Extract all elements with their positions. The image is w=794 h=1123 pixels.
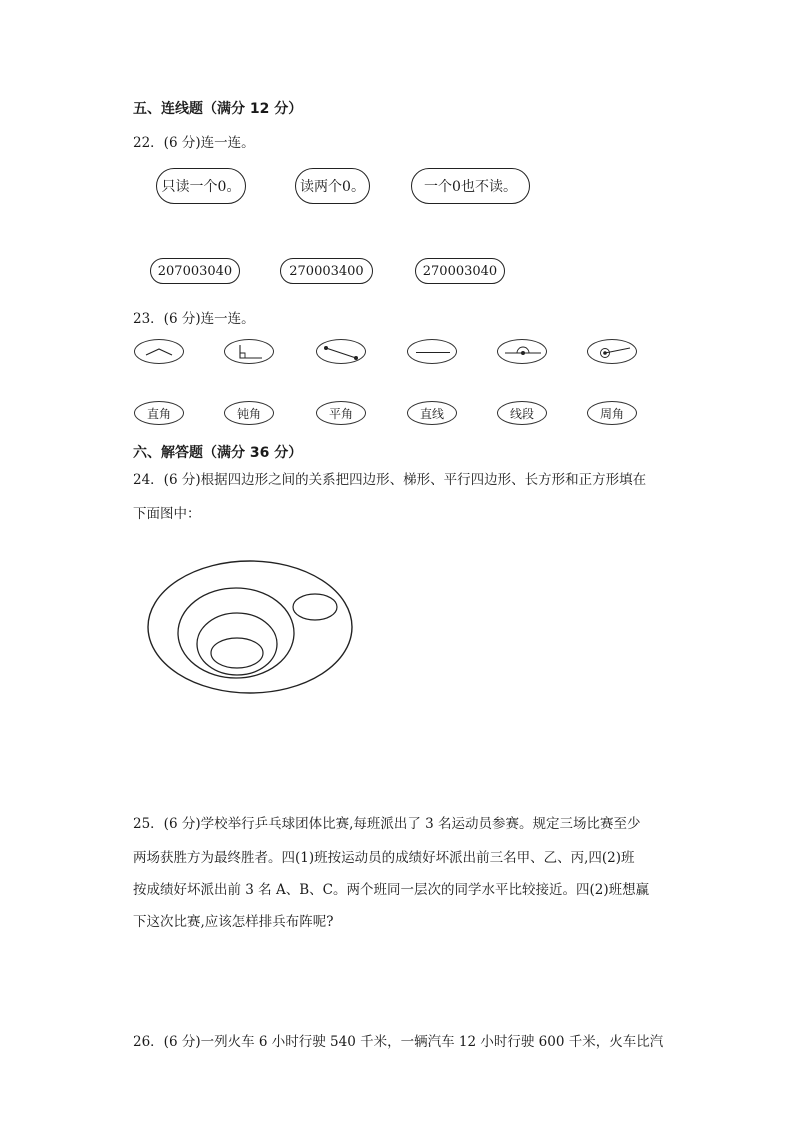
parallelogram-region — [178, 588, 294, 678]
number-box[interactable] — [280, 258, 373, 284]
label-text: 直角 — [146, 406, 171, 421]
number-value: 270003040 — [422, 263, 498, 279]
obtuse-angle-icon[interactable] — [134, 339, 184, 364]
right-angle-icon[interactable] — [224, 339, 274, 364]
rule-label: 一个0也不读。 — [424, 179, 517, 195]
question-25-line1: 25．(6 分)学校举行乒乓球团体比赛,每班派出了 3 名运动员参赛。规定三场比赛至少 — [133, 816, 641, 832]
full-angle-icon[interactable] — [587, 339, 637, 364]
rule-label: 读两个0。 — [300, 179, 365, 195]
quadrilateral-venn-diagram — [145, 555, 360, 700]
label-text: 周角 — [599, 406, 624, 421]
number-value: 207003040 — [157, 263, 233, 279]
question-26-line1: 26．(6 分)一列火车 6 小时行驶 540 千米，一辆汽车 12 小时行驶 600 千米，火车比汽 — [133, 1034, 664, 1050]
question-24-line1: 24．(6 分)根据四边形之间的关系把四边形、梯形、平行四边形、长方形和正方形填在 — [133, 472, 647, 488]
label-text: 平角 — [328, 406, 353, 421]
label-full-angle[interactable] — [587, 401, 637, 425]
question-24-line2: 下面图中： — [133, 506, 201, 522]
label-text: 线段 — [509, 406, 534, 421]
question-22-prompt: 22．(6 分)连一连。 — [133, 135, 255, 151]
label-straight-line[interactable] — [407, 401, 457, 425]
square-region — [211, 638, 263, 668]
section-five-title: 五、连线题（满分 12 分） — [133, 101, 303, 117]
rule-label: 只读一个0。 — [161, 179, 241, 195]
number-box[interactable] — [415, 258, 505, 284]
number-value: 270003400 — [289, 263, 364, 279]
question-25-line2: 两场获胜方为最终胜者。四(1)班按运动员的成绩好坏派出前三名甲、乙、丙,四(2)班 — [133, 850, 635, 866]
line-segment-icon[interactable] — [316, 339, 366, 364]
label-straight-angle[interactable] — [316, 401, 366, 425]
trapezoid-region — [293, 594, 337, 620]
label-text: 直线 — [419, 406, 444, 421]
label-line-segment[interactable] — [497, 401, 547, 425]
rule-box-read-two-zeros[interactable] — [295, 168, 370, 204]
straight-line-icon[interactable] — [407, 339, 457, 364]
section-six-title: 六、解答题（满分 36 分） — [133, 445, 303, 461]
rule-box-read-one-zero[interactable] — [156, 168, 246, 204]
question-23-prompt: 23．(6 分)连一连。 — [133, 311, 255, 327]
rectangle-region — [197, 613, 277, 675]
question-25-line3: 按成绩好坏派出前 3 名 A、B、C。两个班同一层次的同学水平比较接近。四(2)班想赢 — [133, 882, 650, 898]
rule-box-read-no-zero[interactable] — [411, 168, 530, 204]
number-box[interactable] — [150, 258, 240, 284]
label-right-angle[interactable] — [134, 401, 184, 425]
label-text: 钝角 — [236, 406, 261, 421]
label-obtuse-angle[interactable] — [224, 401, 274, 425]
straight-angle-icon[interactable] — [497, 339, 547, 364]
question-25-line4: 下这次比赛,应该怎样排兵布阵呢? — [133, 914, 334, 930]
